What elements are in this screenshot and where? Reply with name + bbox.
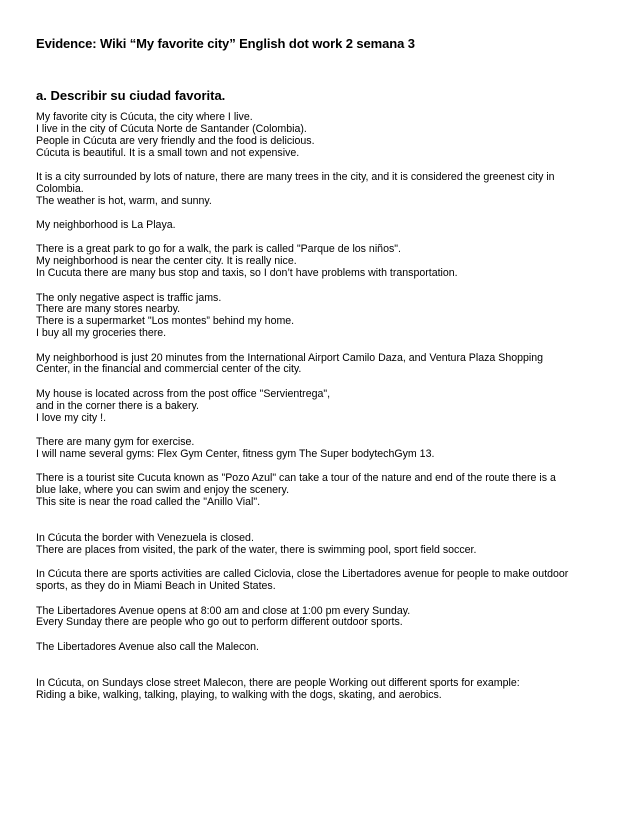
- text-line: In Cúcuta, on Sundays close street Malecon, there are people Working out different sports for example:: [36, 677, 520, 690]
- text-line: There is a great park to go for a walk, the park is called "Parque de los niños".: [36, 243, 401, 256]
- text-line: My neighborhood is near the center city. It is really nice.: [36, 255, 297, 268]
- text-line: My house is located across from the post office "Servientrega",: [36, 387, 331, 400]
- paragraph: [36, 244, 606, 280]
- paragraph: [36, 389, 606, 425]
- text-line: sports, as they do in Miami Beach in United States.: [36, 580, 276, 593]
- paragraph: [36, 220, 606, 232]
- text-line: The only negative aspect is traffic jams.: [36, 291, 222, 304]
- section-heading: a. Describir su ciudad favorita.: [36, 88, 226, 103]
- text-line: I will name several gyms: Flex Gym Center, fitness gym The Super bodytechGym 13.: [36, 447, 435, 460]
- text-line: Every Sunday there are people who go out to perform different outdoor sports.: [36, 616, 403, 629]
- text-line: Colombia.: [36, 182, 84, 195]
- paragraph: [36, 606, 606, 630]
- text-line: There are places from visited, the park of the water, there is swimming pool, sport field soccer.: [36, 544, 477, 557]
- text-line: People in Cúcuta are very friendly and the food is delicious.: [36, 134, 315, 147]
- text-line: My favorite city is Cúcuta, the city where I live.: [36, 111, 253, 123]
- paragraph: [36, 569, 606, 593]
- text-line: Cúcuta is beautiful. It is a small town and not expensive.: [36, 146, 300, 159]
- text-line: It is a city surrounded by lots of nature, there are many trees in the city, and it is considered the greenest city in: [36, 171, 555, 184]
- paragraph: [36, 293, 606, 341]
- text-line: In Cucuta there are many bus stop and taxis, so I don’t have problems with transportation.: [36, 267, 458, 280]
- text-line: The Libertadores Avenue also call the Malecon.: [36, 640, 260, 653]
- text-line: In Cúcuta the border with Venezuela is closed.: [36, 532, 254, 545]
- paragraph: [36, 533, 606, 557]
- text-line: In Cúcuta there are sports activities are called Ciclovia, close the Libertadores avenue for people to make outdoor: [36, 568, 569, 581]
- text-line: I love my city !.: [36, 411, 107, 424]
- paragraph: [36, 678, 606, 702]
- text-line: and in the corner there is a bakery.: [36, 399, 199, 412]
- text-line: Center, in the financial and commercial center of the city.: [36, 363, 302, 376]
- text-line: There is a tourist site Cucuta known as "Pozo Azul" can take a tour of the nature and end of the route there is a: [36, 472, 556, 485]
- text-line: My neighborhood is La Playa.: [36, 219, 176, 232]
- paragraph: [36, 112, 606, 160]
- document-body: [36, 112, 606, 714]
- paragraph: [36, 437, 606, 461]
- text-line: The Libertadores Avenue opens at 8:00 am and close at 1:00 pm every Sunday.: [36, 604, 411, 617]
- text-line: I buy all my groceries there.: [36, 327, 167, 340]
- text-line: I live in the city of Cúcuta Norte de Santander (Colombia).: [36, 122, 307, 135]
- paragraph: [36, 353, 606, 377]
- document-title: Evidence: Wiki “My favorite city” English dot work 2 semana 3: [36, 36, 415, 51]
- text-line: There are many gym for exercise.: [36, 435, 195, 448]
- text-line: My neighborhood is just 20 minutes from the International Airport Camilo Daza, and Ventura Plaza Shopping: [36, 351, 544, 364]
- paragraph: [36, 473, 606, 509]
- text-line: Riding a bike, walking, talking, playing, to walking with the dogs, skating, and aerobics.: [36, 688, 442, 701]
- text-line: There are many stores nearby.: [36, 303, 181, 316]
- text-line: blue lake, where you can swim and enjoy the scenery.: [36, 483, 290, 496]
- text-line: The weather is hot, warm, and sunny.: [36, 194, 212, 207]
- text-line: This site is near the road called the "Anillo Vial".: [36, 495, 261, 508]
- paragraph: [36, 642, 606, 654]
- paragraph: [36, 172, 606, 208]
- text-line: There is a supermarket "Los montes” behind my home.: [36, 315, 295, 328]
